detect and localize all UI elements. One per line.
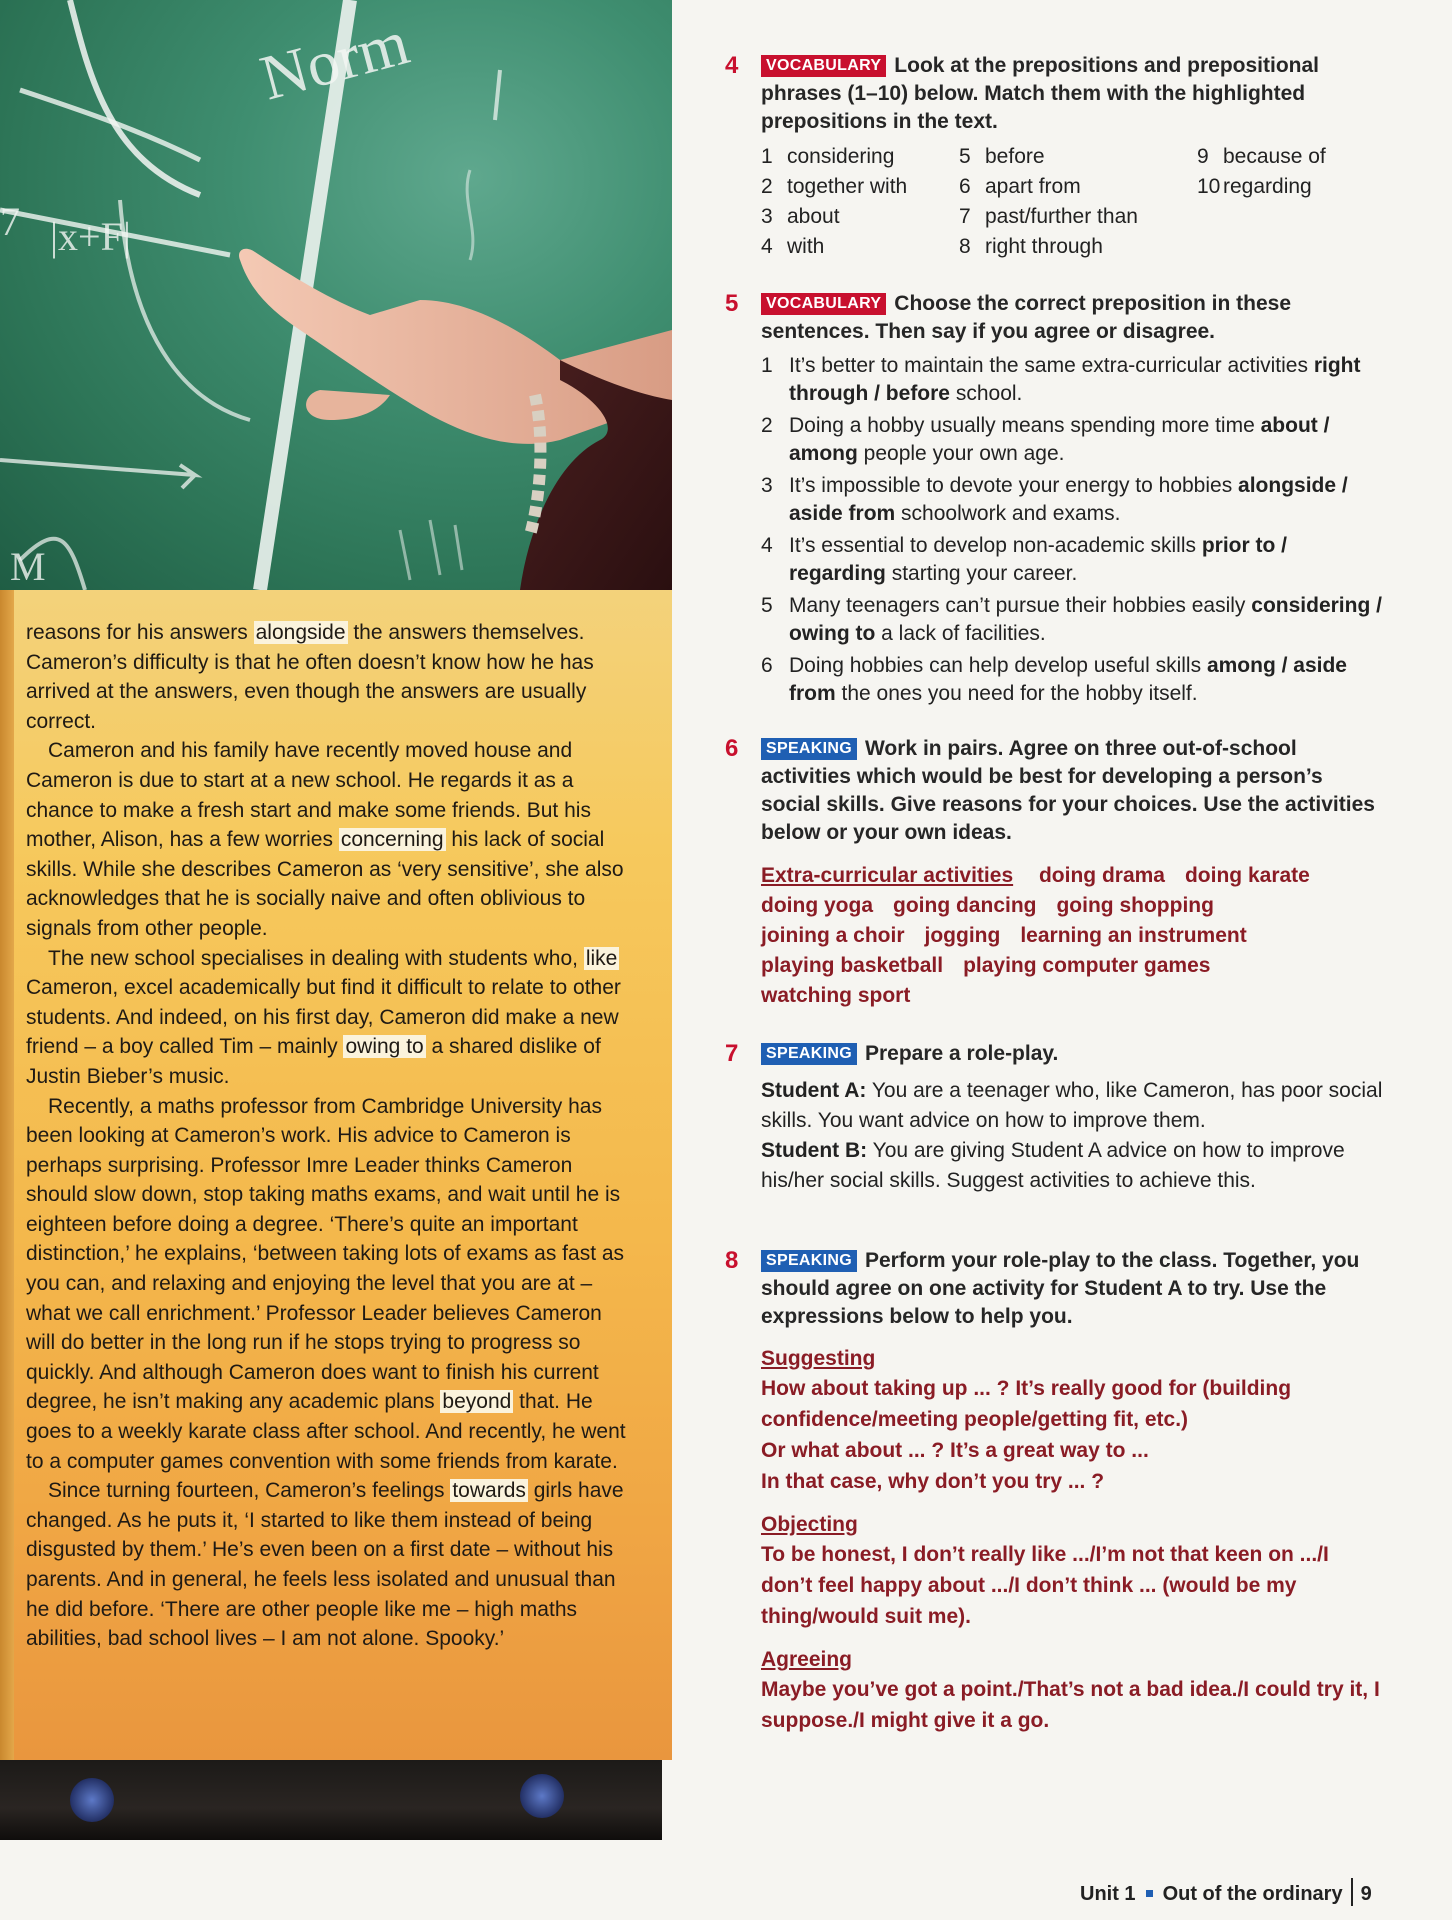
activity-item: going dancing	[893, 894, 1037, 917]
activity-item: joining a choir	[761, 924, 905, 947]
item-text: together with	[787, 175, 908, 198]
speaking-tag: SPEAKING	[761, 1043, 857, 1065]
stage-light-icon	[520, 1774, 564, 1818]
vocabulary-tag: VOCABULARY	[761, 55, 886, 77]
activity-item: playing basketball	[761, 954, 944, 977]
article-text-run: Cameron and his family have recently moved house and Cameron is due to start at a new school. He regards it as a chance to make a fresh start and make some friends. But his mother, Alison, has a few worries	[26, 739, 591, 852]
sentence-text: a lack of facilities.	[875, 622, 1046, 645]
article-text	[26, 618, 631, 1654]
preposition-item	[959, 202, 1197, 232]
student-a-role: Student A: You are a teenager who, like Cameron, has poor social skills. You want advice on how to improve them.	[761, 1079, 1383, 1132]
item-number: 7	[959, 205, 971, 228]
bottom-photo-strip	[0, 1760, 662, 1840]
article-text-run: that. He goes to a weekly karate class after school. And recently, he went to a computer games convention with some friends from karate.	[26, 1390, 626, 1473]
highlighted-preposition: like	[585, 946, 618, 970]
exercise-8	[725, 1247, 1385, 1736]
speaking-tag: SPEAKING	[761, 1250, 857, 1272]
sentence-item	[761, 412, 1385, 468]
exercise-instruction: Look at the prepositions and prepositional phrases (1–10) below. Match them with the highlighted prepositions in the text.	[761, 54, 1319, 133]
sentence-item	[761, 472, 1385, 528]
bullet-square-icon	[1146, 1890, 1153, 1897]
expressions	[761, 1345, 1385, 1736]
chalk-mark-3: M	[10, 544, 46, 589]
expression-line: To be honest, I don’t really like .../I’m not that keen on .../I don’t feel happy about .../I don’t think ... (would be my thing/would suit me).	[761, 1543, 1329, 1628]
highlighted-preposition: towards	[452, 1479, 526, 1503]
left-column	[0, 0, 672, 1840]
stage-light-icon	[70, 1778, 114, 1822]
item-number: 6	[959, 175, 971, 198]
preposition-item	[959, 142, 1197, 172]
item-number: 5	[959, 145, 971, 168]
item-text: right through	[985, 235, 1103, 258]
exercise-instruction: Work in pairs. Agree on three out-of-school activities which would be best for developing a person’s social skills. Give reasons for your choices. Use the activities below or your own ideas.	[761, 737, 1375, 844]
preposition-choice: alongside / aside from	[789, 474, 1348, 525]
item-number: 1	[761, 354, 773, 377]
sentence-item	[761, 352, 1385, 408]
article-text-run: a shared dislike of Justin Bieber’s music.	[26, 1035, 601, 1088]
item-text: because of	[1223, 145, 1326, 168]
item-number: 1	[761, 145, 773, 168]
preposition-item	[959, 172, 1197, 202]
sentence-text: It’s better to maintain the same extra-curricular activities	[789, 354, 1314, 377]
chalkboard-illustration	[0, 0, 672, 590]
exercise-instruction: Prepare a role-play.	[864, 1042, 1059, 1065]
article-text-run: reasons for his answers	[26, 621, 254, 644]
preposition-item	[959, 232, 1197, 262]
sentence-text: school.	[950, 382, 1023, 405]
item-number: 2	[761, 175, 773, 198]
item-text: before	[985, 145, 1045, 168]
activity-item: doing karate	[1184, 864, 1310, 887]
sentence-text: Many teenagers can’t pursue their hobbies easily	[789, 594, 1252, 617]
sentence-item	[761, 532, 1385, 588]
article-text-run: his lack of social skills. While she describes Cameron as ‘very sensitive’, she also acknowledges that he is socially naive and often oblivious to signals from other people.	[26, 828, 624, 940]
preposition-item	[1197, 232, 1377, 262]
exercise-number: 5	[725, 290, 739, 317]
sentence-text: Doing hobbies can help develop useful skills	[789, 654, 1207, 677]
article-text-run: girls have changed. As he puts it, ‘I started to like them instead of being disgusted by them.’ He’s even been on a first date – without his parents. And in general, he feels less isolated and unusual than he did before. ‘There are other people like me – high maths abilities, bad school lives – I am not alone. Spooky.’	[26, 1479, 624, 1651]
page-footer	[1080, 1878, 1372, 1906]
item-number: 3	[761, 474, 773, 497]
highlighted-preposition: beyond	[442, 1390, 512, 1414]
item-text: regarding	[1223, 175, 1312, 198]
student-b-role: Student B: You are giving Student A advice on how to improve his/her social skills. Suggest activities to achieve this.	[761, 1139, 1345, 1192]
chalk-mark-1: 7	[0, 199, 20, 244]
exercise-4	[725, 52, 1385, 262]
preposition-choice: about / among	[789, 414, 1330, 465]
article-edge	[0, 590, 14, 1760]
chalkboard-photo	[0, 0, 672, 590]
preposition-item	[1197, 202, 1377, 232]
preposition-choice: prior to / regarding	[789, 534, 1287, 585]
article-paragraph	[26, 736, 631, 943]
exercise-number: 7	[725, 1040, 739, 1067]
highlighted-preposition: alongside	[255, 621, 346, 644]
preposition-choice: considering / owing to	[789, 594, 1382, 645]
item-text: with	[787, 235, 825, 258]
exercise-7	[725, 1040, 1385, 1196]
item-number: 4	[761, 235, 773, 258]
preposition-choice: right through / before	[789, 354, 1361, 405]
vocabulary-tag: VOCABULARY	[761, 293, 886, 315]
item-number: 10	[1197, 175, 1221, 198]
article-paragraph	[26, 1092, 631, 1477]
preposition-item	[761, 232, 959, 262]
article-text-run: Recently, a maths professor from Cambridge University has been looking at Cameron’s work. His advice to Cameron is perhaps surprising. Professor Imre Leader thinks Cameron should slow down, stop taking maths exams, and wait until he is eighteen before doing a degree. ‘There’s quite an important distinction,’ he explains, ‘between taking lots of exams as fast as you can, and relaxing and enjoying the level that you are at – what we call enrichment.’ Professor Leader believes Cameron will do better in the long run if he stops trying to progress so quickly. And although Cameron does want to finish his current degree, he isn’t making any academic plans	[26, 1094, 625, 1414]
activity-item: doing drama	[1038, 864, 1165, 887]
activities-list	[761, 861, 1385, 1011]
highlighted-preposition: concerning	[340, 828, 444, 852]
exercise-6	[725, 735, 1385, 1011]
unit-title: Out of the ordinary	[1162, 1883, 1343, 1905]
article-text-run: The new school specialises in dealing with students who,	[48, 946, 584, 970]
article-text-run: the answers themselves. Cameron’s difficulty is that he often doesn’t know how he has arrived at the answers, even though the answers are usually correct.	[26, 621, 594, 733]
activity-item: jogging	[924, 924, 1001, 947]
exercise-instruction: Perform your role-play to the class. Together, you should agree on one activity for Student A to try. Use the expressions below to help you.	[761, 1249, 1360, 1328]
chalk-word: Norm	[253, 6, 416, 114]
activity-item: going shopping	[1056, 894, 1214, 917]
chalk-mark-2: |x+F|	[50, 214, 131, 259]
item-text: apart from	[985, 175, 1081, 198]
article-text-run: Cameron, excel academically but find it difficult to relate to other students. And indeed, on his first day, Cameron did make a new friend – a boy called Tim – mainly	[26, 976, 621, 1059]
activity-item: playing computer games	[963, 954, 1211, 977]
activity-item: doing yoga	[761, 894, 873, 917]
preposition-list	[761, 142, 1385, 262]
sentence-text: It’s essential to develop non-academic skills	[789, 534, 1202, 557]
sentence-text: starting your career.	[885, 562, 1078, 585]
article-text-run: Since turning fourteen, Cameron’s feelings	[48, 1479, 451, 1503]
item-number: 5	[761, 594, 773, 617]
item-number: 6	[761, 654, 773, 677]
item-number: 9	[1197, 145, 1209, 168]
sentence-text: the ones you need for the hobby itself.	[835, 682, 1198, 705]
activity-item: watching sport	[761, 984, 911, 1007]
item-text: about	[787, 205, 840, 228]
highlighted-preposition: owing to	[345, 1035, 424, 1059]
activity-item: learning an instrument	[1020, 924, 1247, 947]
exercise-number: 4	[725, 52, 739, 79]
expression-line: Maybe you’ve got a point./That’s not a bad idea./I could try it, I suppose./I might give it a go.	[761, 1678, 1380, 1732]
sentence-text: schoolwork and exams.	[895, 502, 1121, 525]
speaking-tag: SPEAKING	[761, 738, 857, 760]
expression-line: In that case, why don’t you try ... ?	[761, 1470, 1105, 1493]
article-paragraph	[26, 944, 631, 1092]
preposition-item	[761, 142, 959, 172]
sentence-list	[761, 352, 1385, 708]
divider	[1351, 1878, 1353, 1906]
item-number: 4	[761, 534, 773, 557]
sentence-item	[761, 592, 1385, 648]
expression-heading: Objecting	[761, 1513, 858, 1536]
article-paragraph	[26, 1476, 631, 1654]
item-number: 8	[959, 235, 971, 258]
item-number: 2	[761, 414, 773, 437]
sentence-item	[761, 652, 1385, 708]
preposition-item	[1197, 172, 1377, 202]
exercise-number: 6	[725, 735, 739, 762]
expression-line: How about taking up ... ? It’s really good for (building confidence/meeting people/getting fit, etc.)	[761, 1377, 1292, 1431]
expression-heading: Suggesting	[761, 1347, 876, 1370]
sentence-text: people your own age.	[857, 442, 1065, 465]
unit-label: Unit 1	[1080, 1883, 1136, 1905]
exercise-number: 8	[725, 1247, 739, 1274]
expression-heading: Agreeing	[761, 1648, 853, 1671]
preposition-item	[761, 202, 959, 232]
article-paragraph	[26, 618, 631, 736]
role-descriptions	[761, 1076, 1385, 1196]
activities-heading: Extra-curricular activities	[761, 864, 1014, 887]
article-panel	[0, 590, 672, 1760]
preposition-choice: among / aside from	[789, 654, 1347, 705]
page-number: 9	[1360, 1883, 1372, 1905]
item-number: 3	[761, 205, 773, 228]
item-text: past/further than	[985, 205, 1138, 228]
preposition-item	[1197, 142, 1377, 172]
sentence-text: Doing a hobby usually means spending more time	[789, 414, 1261, 437]
sentence-text: It’s impossible to devote your energy to hobbies	[789, 474, 1239, 497]
exercise-5	[725, 290, 1385, 712]
item-text: considering	[787, 145, 895, 168]
exercise-instruction: Choose the correct preposition in these sentences. Then say if you agree or disagree.	[761, 292, 1292, 343]
preposition-item	[761, 172, 959, 202]
expression-line: Or what about ... ? It’s a great way to ...	[761, 1439, 1149, 1462]
